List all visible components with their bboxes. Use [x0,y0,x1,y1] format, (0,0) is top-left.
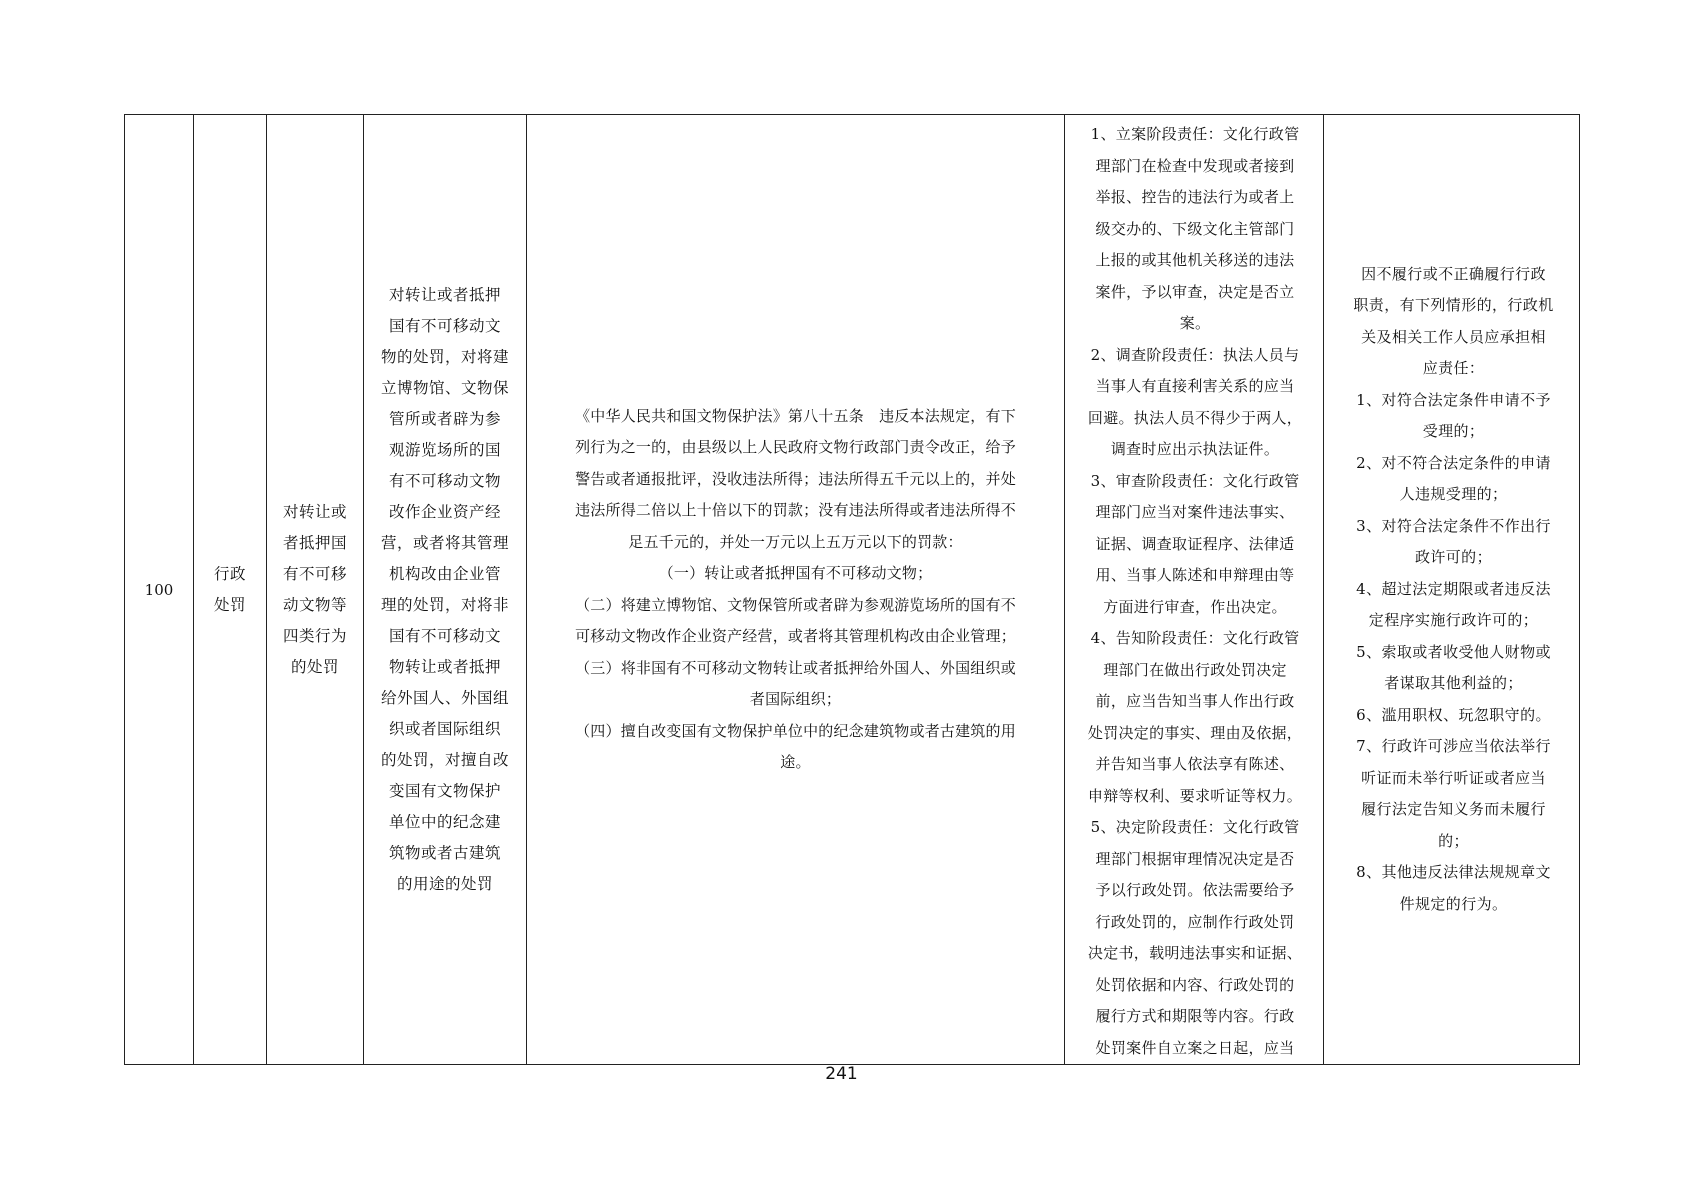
duty-line: 上报的或其他机关移送的违法 [1095,251,1295,269]
duty-line: 前，应当告知当事人作出行政 [1095,692,1295,710]
sub-item-line: 改作企业资产经 [388,502,501,521]
duty-line: 举报、控告的违法行为或者上 [1095,188,1295,206]
accountability-line: 定程序实施行政许可的； [1368,611,1539,630]
legal-basis-text [527,401,1064,779]
duty-line: 用、当事人陈述和申辩理由等 [1095,566,1295,584]
duty-line: 履行方式和期限等内容。行政 [1095,1007,1295,1025]
sub-item-line: 对转让或者抵押 [388,285,501,304]
accountability-line: 7、行政许可涉应当依法举行 [1356,737,1551,756]
document-table [124,114,1580,1065]
duty-line: 处罚案件自立案之日起，应当 [1095,1038,1295,1057]
duty-cell [1065,115,1324,1065]
type-line: 处罚 [213,595,246,614]
accountability-line: 因不履行或不正确履行行政 [1361,264,1546,283]
legal-basis-line: （二）将建立博物馆、文物保管所或者辟为参观游览场所的国有不 [575,595,1016,614]
type-line: 行政 [213,564,246,583]
sub-item-cell [364,115,527,1065]
sub-item-line: 织或者国际组织 [388,719,501,738]
duty-line: 方面进行审查，作出决定。 [1103,597,1287,616]
duty-line: 回避。执法人员不得少于两人， [1087,408,1303,427]
legal-basis-line: 足五千元的，并处一万元以上五万元以下的罚款： [628,532,963,551]
duty-line: 4、告知阶段责任：文化行政管 [1090,629,1300,647]
page-number: 241 [825,1064,858,1084]
accountability-line: 关及相关工作人员应承担相 [1361,327,1546,346]
legal-basis-line: （四）擅自改变国有文物保护单位中的纪念建筑物或者古建筑的用 [575,721,1016,740]
accountability-line: 政许可的； [1414,548,1492,567]
item-name-cell [267,115,364,1065]
duty-line: 3、审查阶段责任：文化行政管 [1090,471,1300,490]
accountability-line: 人违规受理的； [1399,485,1508,504]
sub-item-line: 观游览场所的国 [388,440,501,459]
duty-line: 理部门在检查中发现或者接到 [1095,156,1295,175]
sub-item-line: 的处罚，对擅自改 [380,750,509,769]
duty-line: 决定书，载明违法事实和证据、 [1087,944,1303,962]
duty-line: 申辩等权利、要求听证等权力。 [1087,786,1303,805]
accountability-line: 的； [1438,831,1469,850]
duty-line: 级交办的、下级文化主管部门 [1095,219,1295,238]
legal-basis-line: 《中华人民共和国文物保护法》第八十五条 违反本法规定，有下 [575,406,1016,425]
legal-basis-line: 列行为之一的，由县级以上人民政府文物行政部门责令改正，给予 [575,438,1016,456]
accountability-line: 3、对符合法定条件不作出行 [1356,516,1551,535]
legal-basis-cell [527,115,1065,1065]
legal-basis-line: 可移动文物改作企业资产经营，或者将其管理机构改由企业管理； [575,627,1016,645]
legal-basis-line: 途。 [780,753,811,771]
accountability-line: 4、超过法定期限或者违反法 [1356,579,1551,598]
sub-item-line: 理的处罚，对将非 [380,595,509,614]
sub-item-line: 物的处罚，对将建 [380,347,509,366]
sub-item-line: 的用途的处罚 [396,874,493,893]
accountability-line: 1、对符合法定条件申请不予 [1356,390,1551,409]
duty-line: 理部门在做出行政处罚决定 [1103,660,1287,679]
sub-item-line: 机构改由企业管 [388,564,501,583]
duty-line: 调查时应出示执法证件。 [1110,440,1280,458]
accountability-line: 应责任： [1422,359,1485,378]
item-name-line: 动文物等 [282,595,347,614]
legal-basis-line: 违法所得二倍以上十倍以下的罚款；没有违法所得或者违法所得不 [575,501,1016,519]
sub-item-line: 国有不可移动文 [388,626,501,645]
sub-item-line: 筑物或者古建筑 [388,843,501,862]
accountability-cell [1324,115,1580,1065]
duty-line: 理部门根据审理情况决定是否 [1095,849,1295,868]
accountability-line: 受理的； [1422,422,1485,441]
item-name-line: 对转让或 [282,502,347,521]
accountability-text [1324,259,1579,921]
legal-basis-line: （三）将非国有不可移动文物转让或者抵押给外国人、外国组织或 [575,658,1016,677]
duty-line: 5、决定阶段责任：文化行政管 [1090,818,1300,836]
duty-line: 处罚依据和内容、行政处罚的 [1095,975,1295,994]
item-name-line: 四类行为 [282,626,347,645]
accountability-line: 履行法定告知义务而未履行 [1361,800,1546,819]
sub-item-line: 变国有文物保护 [388,781,501,800]
duty-line: 证据、调查取证程序、法律适 [1095,534,1295,553]
item-name-text [267,497,363,683]
type-cell [194,115,267,1065]
item-name-line: 有不可移 [282,564,347,583]
duty-line: 案。 [1179,314,1211,332]
legal-basis-line: （一）转让或者抵押国有不可移动文物； [658,564,933,582]
sub-item-line: 营，或者将其管理 [380,533,509,552]
duty-line: 当事人有直接利害关系的应当 [1095,377,1295,395]
sub-item-text [364,280,526,900]
accountability-line: 5、索取或者收受他人财物或 [1356,642,1551,661]
legal-basis-line: 警告或者通报批评，没收违法所得；违法所得五千元以上的，并处 [575,469,1016,488]
type-text [194,559,266,621]
row-number-cell [125,115,194,1065]
sub-item-line: 国有不可移动文 [388,316,501,335]
duty-text [1065,115,1323,1064]
duty-line: 行政处罚的，应制作行政处罚 [1095,912,1295,931]
legal-basis-line: 者国际组织； [749,690,842,708]
accountability-line: 听证而未举行听证或者应当 [1361,768,1546,787]
duty-line: 并告知当事人依法享有陈述、 [1095,755,1295,773]
row-number: 100 [144,580,174,599]
duty-line: 2、调查阶段责任：执法人员与 [1090,345,1300,364]
duty-line: 1、立案阶段责任：文化行政管 [1090,125,1300,143]
accountability-line: 6、滥用职权、玩忽职守的。 [1356,705,1551,724]
item-name-line: 者抵押国 [282,533,347,552]
duty-line: 案件，予以审查，决定是否立 [1095,282,1295,301]
sub-item-line: 单位中的纪念建 [388,812,501,831]
sub-item-line: 立博物馆、文物保 [380,378,509,397]
duty-line: 处罚决定的事实、理由及依据， [1087,723,1303,742]
accountability-line: 2、对不符合法定条件的申请 [1356,453,1551,472]
sub-item-line: 给外国人、外国组 [380,688,509,707]
accountability-line: 职责，有下列情形的，行政机 [1353,296,1554,315]
sub-item-line: 管所或者辟为参 [388,409,501,428]
sub-item-line: 有不可移动文物 [388,471,501,490]
table-row [125,115,1580,1065]
accountability-line: 8、其他违反法律法规规章文 [1356,863,1551,882]
duty-line: 予以行政处罚。依法需要给予 [1095,881,1295,899]
sub-item-line: 物转让或者抵押 [388,657,501,676]
accountability-line: 者谋取其他利益的； [1384,674,1523,693]
duty-line: 理部门应当对案件违法事实、 [1095,503,1295,521]
item-name-line: 的处罚 [290,657,339,676]
accountability-line: 件规定的行为。 [1399,894,1508,913]
